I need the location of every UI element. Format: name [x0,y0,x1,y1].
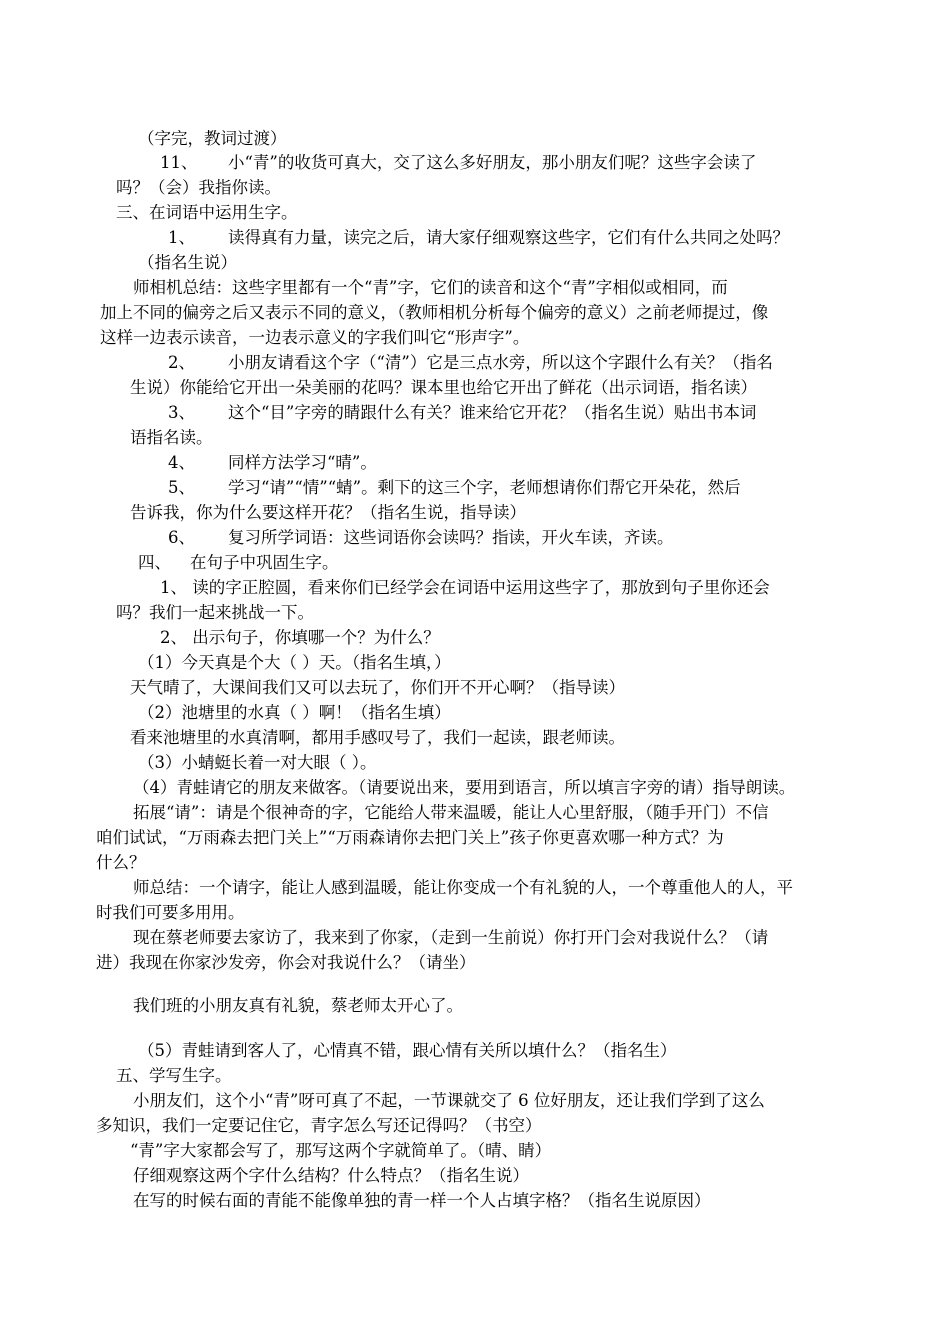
text-line: （指名生说） [138,253,237,272]
item-number: 1、 [168,228,195,247]
section-heading: 三、在词语中运用生字。 [116,203,298,222]
text-line: “青”字大家都会写了，那写这两个字就简单了。（晴、睛） [130,1141,552,1160]
text-line: 小朋友们，这个小“青”呀可真了不起，一节课就交了 6 位好朋友，还让我们学到了这么 [133,1091,765,1110]
text-line: 2、 出示句子，你填哪一个？为什么？ [160,628,440,647]
text-line: 生说）你能给它开出一朵美丽的花吗？课本里也给它开出了鲜花（出示词语，指名读） [130,378,757,397]
text-line: 1、 读的字正腔圆，看来你们已经学会在词语中运用这些字了，那放到句子里你还会 [160,578,770,597]
item-number: 4、 [168,453,195,472]
text-line: 语指名读。 [130,428,213,447]
text-line: 同样方法学习“晴”。 [228,453,377,472]
text-line: （3）小蜻蜓长着一对大眼（ ）。 [138,753,377,772]
section-heading: 五、学写生字。 [116,1066,232,1085]
text-line: 进）我现在你家沙发旁，你会对我说什么？（请坐） [96,953,476,972]
text-line: 吗？我们一起来挑战一下。 [116,603,314,622]
text-line: 师相机总结：这些字里都有一个“青”字，它们的读音和这个“青”字相似或相同，而 [133,278,728,297]
text-line: 吗？（会）我指你读。 [116,178,281,197]
text-line: 在写的时候右面的青能不能像单独的青一样一个人占填字格？（指名生说原因） [133,1191,711,1210]
text-line: 读得真有力量，读完之后，请大家仔细观察这些字，它们有什么共同之处吗？ [228,228,789,247]
text-line: 复习所学词语：这些词语你会读吗？指读，开火车读，齐读。 [228,528,674,547]
text-line: 仔细观察这两个字什么结构？什么特点？（指名生说） [133,1166,529,1185]
item-number: 6、 [168,528,195,547]
item-number: 11、 [160,153,198,172]
text-line: 我们班的小朋友真有礼貌，蔡老师太开心了。 [133,996,463,1015]
text-line: 拓展“请”：请是个很神奇的字，它能给人带来温暖，能让人心里舒服，（随手开门）不信 [133,803,769,822]
text-line: 咱们试试，“万雨森去把门关上”“万雨森请你去把门关上”孩子你更喜欢哪一种方式？为 [96,828,724,847]
text-line: （字完，教词过渡） [138,129,287,148]
text-line: 小“青”的收货可真大，交了这么多好朋友，那小朋友们呢？这些字会读了 [228,153,757,172]
text-line: 多知识，我们一定要记住它，青字怎么写还记得吗？（书空） [96,1116,542,1135]
text-line: 什么？ [96,853,146,872]
text-line: 看来池塘里的水真清啊，都用手感叹号了，我们一起读，跟老师读。 [130,728,625,747]
text-line: （5）青蛙请到客人了，心情真不错，跟心情有关所以填什么？（指名生） [138,1041,677,1060]
item-number: 3、 [168,403,195,422]
text-line: 这个“目”字旁的睛跟什么有关？谁来给它开花？（指名生说）贴出书本词 [228,403,757,422]
text-line: （2）池塘里的水真（ ）啊！（指名生填） [138,703,451,722]
text-line: 时我们可要多用用。 [96,903,245,922]
text-line: 小朋友请看这个字（“清”）它是三点水旁，所以这个字跟什么有关？（指名 [228,353,773,372]
section-heading-number: 四、 [138,553,171,572]
section-heading: 在句子中巩固生字。 [190,553,339,572]
text-line: 师总结：一个请字，能让人感到温暖，能让你变成一个有礼貌的人，一个尊重他人的人，平 [133,878,793,897]
text-line: 告诉我，你为什么要这样开花？（指名生说，指导读） [130,503,526,522]
text-line: 这样一边表示读音，一边表示意义的字我们叫它“形声字”。 [100,328,530,347]
text-line: 加上不同的偏旁之后又表示不同的意义，（教师相机分析每个偏旁的意义）之前老师提过，像 [100,303,769,322]
text-line: （1）今天真是个大（ ）天。（指名生填，） [138,653,451,672]
item-number: 2、 [168,353,195,372]
text-line: 天气晴了，大课间我们又可以去玩了，你们开不开心啊？（指导读） [130,678,625,697]
text-line: （4）青蛙请它的朋友来做客。（请要说出来，要用到语言，所以填言字旁的请）指导朗读。 [133,778,796,797]
text-line: 现在蔡老师要去家访了，我来到了你家，（走到一生前说）你打开门会对我说什么？（请 [133,928,769,947]
item-number: 5、 [168,478,195,497]
text-line: 学习“请”“情”“蜻”。剩下的这三个字，老师想请你们帮它开朵花，然后 [228,478,741,497]
